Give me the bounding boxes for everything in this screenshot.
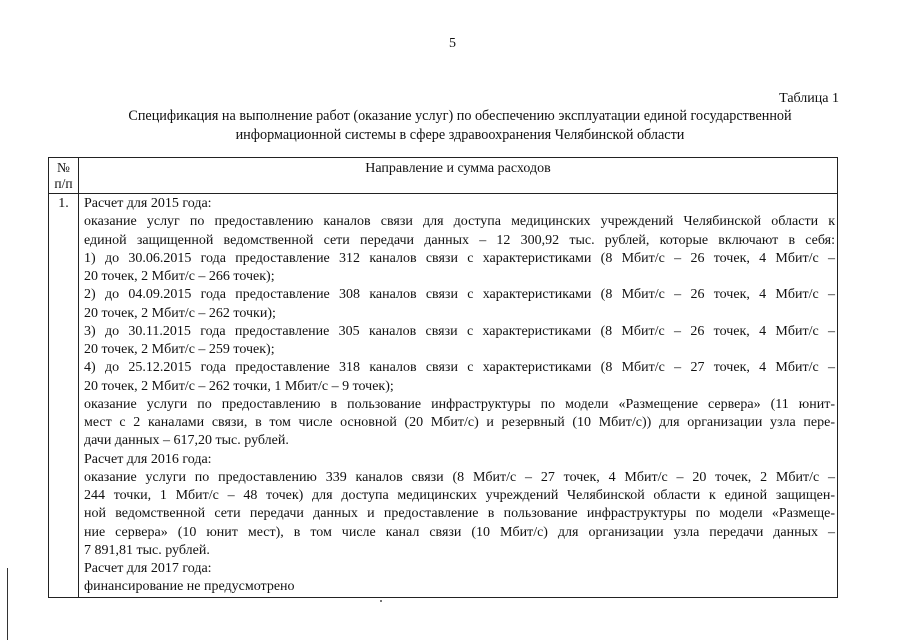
text-line: 7 891,81 тыс. рублей. (84, 542, 210, 558)
text-line: оказание услуги по предоставлению в пользование инфраструктуры по модели «Размещение сервера» (11 юнит- (84, 396, 835, 412)
text-line: 2) до 04.09.2015 года предоставление 308 каналов связи с характеристиками (8 Мбит/с – 26 точек, 4 Мбит/с – (84, 287, 835, 303)
header-number-cell (49, 158, 79, 194)
scan-edge-line (7, 568, 8, 640)
specification-table (48, 157, 838, 598)
table-caption: Таблица 1 (779, 91, 839, 106)
document-title (60, 107, 860, 144)
text-line: 244 точки, 1 Мбит/с – 48 точек) для доступа медицинских учреждений Челябинской области к единой защищен- (84, 488, 835, 503)
text-line: 20 точек, 2 Мбит/с – 262 точки); (84, 305, 276, 321)
text-line: 20 точек, 2 Мбит/с – 266 точек); (84, 269, 275, 284)
text-line: 3) до 30.11.2015 года предоставление 305 каналов связи с характеристиками (8 Мбит/с – 26 точек, 4 Мбит/с – (84, 323, 835, 339)
text-line: оказание услуги по предоставлению 339 каналов связи (8 Мбит/с – 27 точек, 4 Мбит/с – 20 точек, 2 Мбит/с – (84, 469, 835, 485)
text-line: Расчет для 2016 года: (84, 451, 212, 467)
row-text-lines (84, 195, 835, 597)
text-line: оказание услуг по предоставлению каналов связи для доступа медицинских учреждений Челябинской области к (84, 214, 835, 230)
text-line: ной ведомственной сети передачи данных и предоставление в пользование инфраструктуры по модели «Размеще- (84, 506, 835, 522)
text-line: финансирование не предусмотрено (84, 579, 295, 595)
text-line: Расчет для 2015 года: (84, 196, 212, 211)
text-line: Расчет для 2017 года: (84, 561, 212, 576)
table-header-row (49, 158, 838, 194)
text-line: 20 точек, 2 Мбит/с – 259 точек); (84, 342, 275, 357)
scan-dot (380, 600, 382, 602)
header-number-abbrev: п/п (54, 176, 73, 191)
text-line: дачи данных – 617,20 тыс. рублей. (84, 433, 289, 449)
table-row (49, 194, 838, 598)
row-body-cell (79, 194, 838, 598)
document-title-line-1: Спецификация на выполнение работ (оказание услуг) по обеспечению эксплуатации единой государственной (128, 108, 792, 124)
page-number: 5 (449, 36, 456, 51)
document-title-line-2: информационной системы в сфере здравоохранения Челябинской области (235, 126, 685, 143)
header-number-symbol: № (57, 160, 70, 175)
text-line: 4) до 25.12.2015 года предоставление 318 каналов связи с характеристиками (8 Мбит/с – 27 точек, 4 Мбит/с – (84, 360, 835, 376)
header-title-cell: Направление и сумма расходов (79, 158, 838, 194)
text-line: ние сервера» (10 юнит мест), в том числе канал связи (10 Мбит/с) для организации узла передачи данных – (84, 524, 835, 540)
text-line: 1) до 30.06.2015 года предоставление 312 каналов связи с характеристиками (8 Мбит/с – 26 точек, 4 Мбит/с – (84, 250, 835, 266)
text-line: 20 точек, 2 Мбит/с – 262 точки, 1 Мбит/с – 9 точек); (84, 378, 394, 394)
text-line: мест с 2 каналами связи, в том числе основной (20 Мбит/с) и резервный (10 Мбит/с)) для организации узла пере- (84, 415, 835, 430)
row-number-cell: 1. (49, 194, 79, 598)
text-line: единой защищенной ведомственной сети передачи данных – 12 300,92 тыс. рублей, которые включают в себя: (84, 232, 835, 248)
